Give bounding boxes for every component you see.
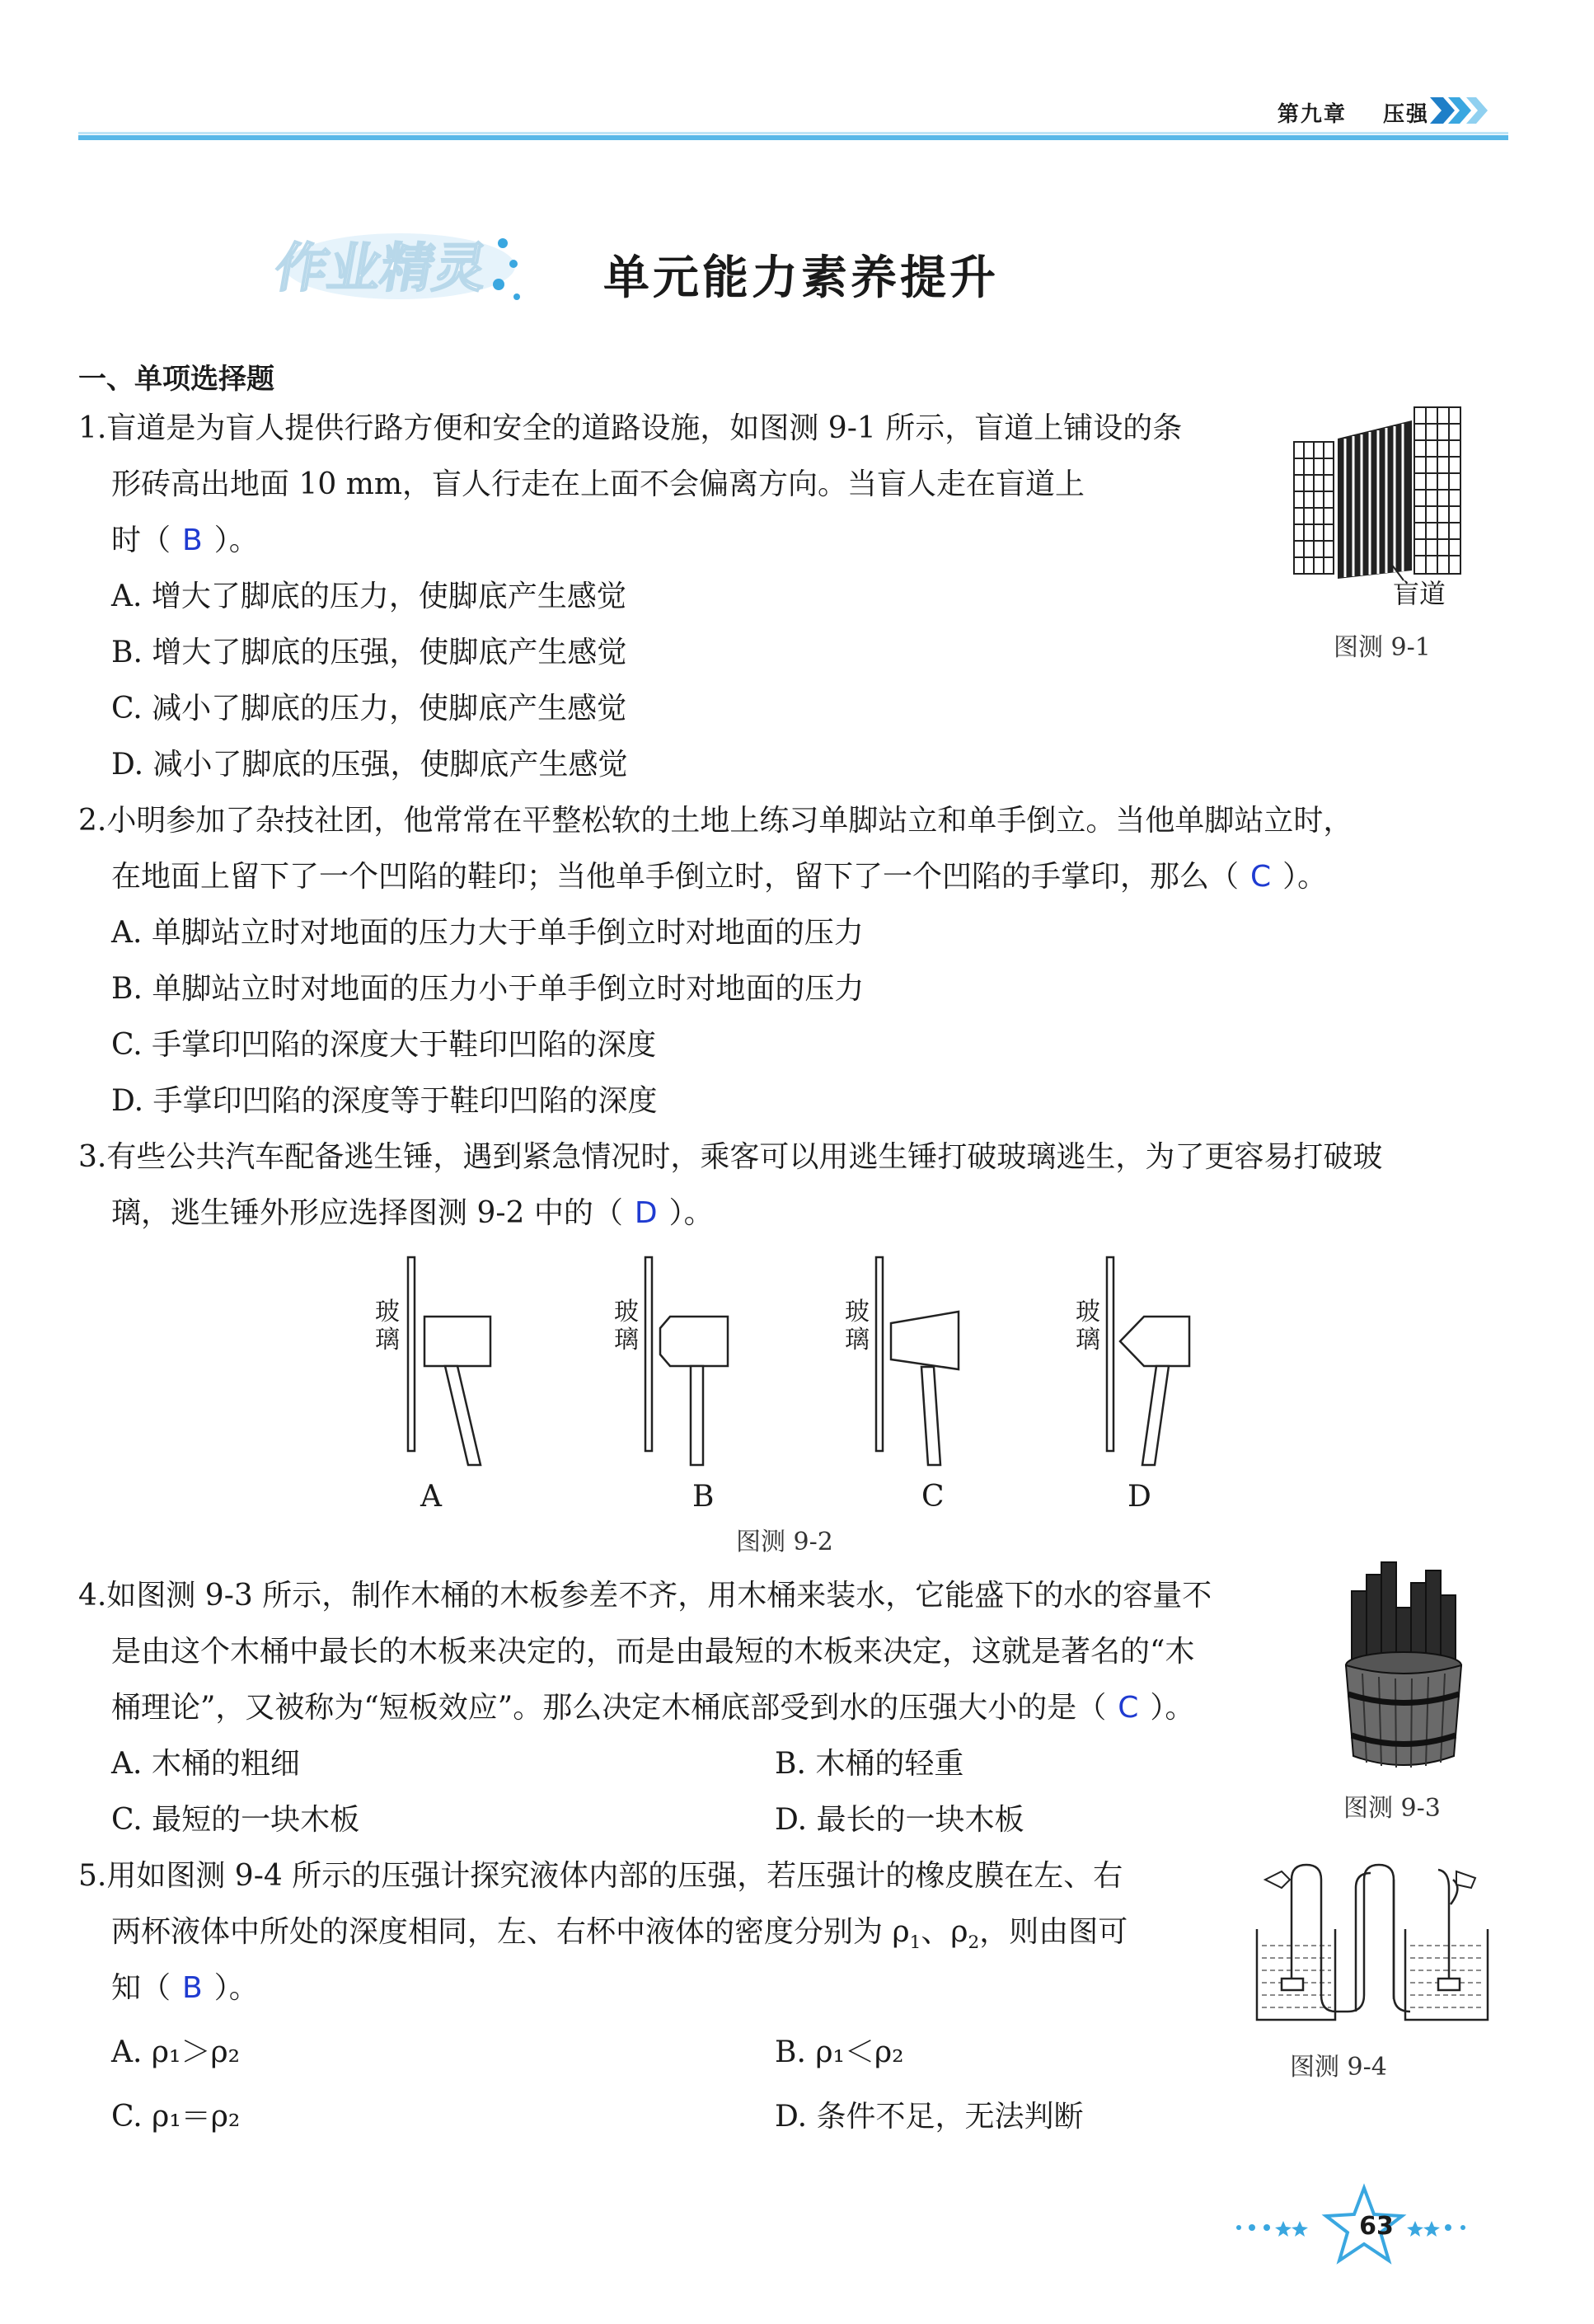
q5-option-b: B. ρ₁＜ρ₂ (775, 2035, 904, 2069)
figure-9-3-barrel (1335, 1558, 1475, 1772)
q1-option-a: A. 增大了脚底的压力，使脚底产生感觉 (111, 580, 626, 613)
q4-option-b: B. 木桶的轻重 (775, 1747, 964, 1781)
hammer-label-d: D (1128, 1480, 1151, 1514)
q1-answer: B (182, 523, 203, 557)
page-number: 63 (1359, 2212, 1394, 2241)
q1-option-b: B. 增大了脚底的压强，使脚底产生感觉 (111, 636, 627, 669)
page-title: 单元能力素养提升 (603, 251, 999, 305)
hammer-label-b: B (692, 1480, 715, 1514)
q5-option-d: D. 条件不足，无法判断 (775, 2100, 1084, 2134)
q2-option-d: D. 手掌印凹陷的深度等于鞋印凹陷的深度 (111, 1084, 658, 1118)
q2-stem-line1: 2.小明参加了杂技社团，他常常在平整松软的土地上练习单脚站立和单手倒立。当他单脚站立时， (78, 804, 1353, 838)
section-heading: 一、单项选择题 (78, 363, 274, 396)
hammer-label-a: A (420, 1480, 442, 1514)
q5-answer: B (182, 1971, 203, 2005)
q3-stem-line2: 璃，逃生锤外形应选择图测 9-2 中的（ D ）。 (111, 1196, 714, 1230)
figure-9-3-caption: 图测 9-3 (1343, 1794, 1441, 1823)
q5-stem-line1: 5.用如图测 9-4 所示的压强计探究液体内部的压强，若压强计的橡皮膜在左、右 (78, 1859, 1123, 1893)
hammer-a (408, 1257, 507, 1463)
glass-label-d: 玻璃 (1076, 1298, 1100, 1354)
q4-option-a: A. 木桶的粗细 (111, 1747, 300, 1781)
svg-text:作业精灵: 作业精灵 (270, 237, 492, 299)
q2-option-b: B. 单脚站立时对地面的压力小于单手倒立时对地面的压力 (111, 972, 865, 1006)
glass-label-b: 玻璃 (614, 1298, 639, 1354)
q1-option-d: D. 减小了脚底的压强，使脚底产生感觉 (111, 748, 628, 782)
q2-stem-line2: 在地面上留下了一个凹陷的鞋印；当他单手倒立时，留下了一个凹陷的手掌印，那么（ C ）。 (111, 860, 1328, 894)
figure-9-2-caption: 图测 9-2 (736, 1528, 833, 1556)
figure-9-1-label: 盲道 (1393, 578, 1446, 609)
q1-stem-line2: 形砖高出地面 10 mm，盲人行走在上面不会偏离方向。当盲人走在盲道上 (111, 467, 1085, 501)
q4-stem-line3: 桶理论”，又被称为“短板效应”。那么决定木桶底部受到水的压强大小的是（ C ）。 (111, 1691, 1195, 1725)
q4-option-d: D. 最长的一块木板 (775, 1803, 1024, 1837)
glass-label-c: 玻璃 (845, 1298, 870, 1354)
q2-option-a: A. 单脚站立时对地面的压力大于单手倒立时对地面的压力 (111, 916, 864, 950)
q1-option-c: C. 减小了脚底的压力，使脚底产生感觉 (111, 692, 627, 725)
q5-stem-line2: 两杯液体中所处的深度相同，左、右杯中液体的密度分别为 $\rho_1$、$\rho_2$，则由图可 (111, 1915, 1128, 1954)
q3-stem-line1: 3.有些公共汽车配备逃生锤，遇到紧急情况时，乘客可以用逃生锤打破玻璃逃生，为了更容易打破玻 (78, 1140, 1383, 1174)
chapter-topic: 压强 (1382, 102, 1429, 127)
q5-option-c: C. ρ₁＝ρ₂ (111, 2100, 241, 2134)
q4-answer: C (1118, 1691, 1139, 1725)
q4-option-c: C. 最短的一块木板 (111, 1803, 360, 1837)
hammer-d (1107, 1257, 1206, 1463)
q5-option-a: A. ρ₁＞ρ₂ (111, 2035, 241, 2069)
q3-answer: D (634, 1196, 658, 1230)
figure-9-1-blind-path (1292, 406, 1465, 583)
chapter-header (1278, 97, 1429, 128)
q4-stem-line2: 是由这个木桶中最长的木板来决定的，而是由最短的木板来决定，这就是著名的“木 (111, 1635, 1195, 1669)
hammer-b (645, 1257, 744, 1463)
figure-9-4-pressure-gauge (1240, 1855, 1504, 2036)
chapter-number: 第九章 (1277, 102, 1347, 127)
q4-stem-line1: 4.如图测 9-3 所示，制作木桶的木板参差不齐，用木桶来装水，它能盛下的水的容量不 (78, 1579, 1212, 1613)
hammer-label-c: C (921, 1480, 945, 1514)
glass-label-a: 玻璃 (375, 1298, 400, 1354)
hammer-c (876, 1257, 975, 1463)
figure-9-4-caption: 图测 9-4 (1290, 2053, 1387, 2082)
chapter-arrow-icon (1430, 94, 1488, 127)
q5-stem-line3: 知（ B ）。 (111, 1971, 259, 2005)
header-rule (78, 132, 1508, 143)
figure-9-1-caption: 图测 9-1 (1334, 633, 1431, 662)
q1-stem-line3: 时（ B ）。 (111, 523, 259, 557)
q2-option-c: C. 手掌印凹陷的深度大于鞋印凹陷的深度 (111, 1028, 657, 1062)
q2-answer: C (1250, 860, 1272, 894)
q1-stem-line1: 1.盲道是为盲人提供行路方便和安全的道路设施，如图测 9-1 所示，盲道上铺设的条 (78, 411, 1183, 445)
